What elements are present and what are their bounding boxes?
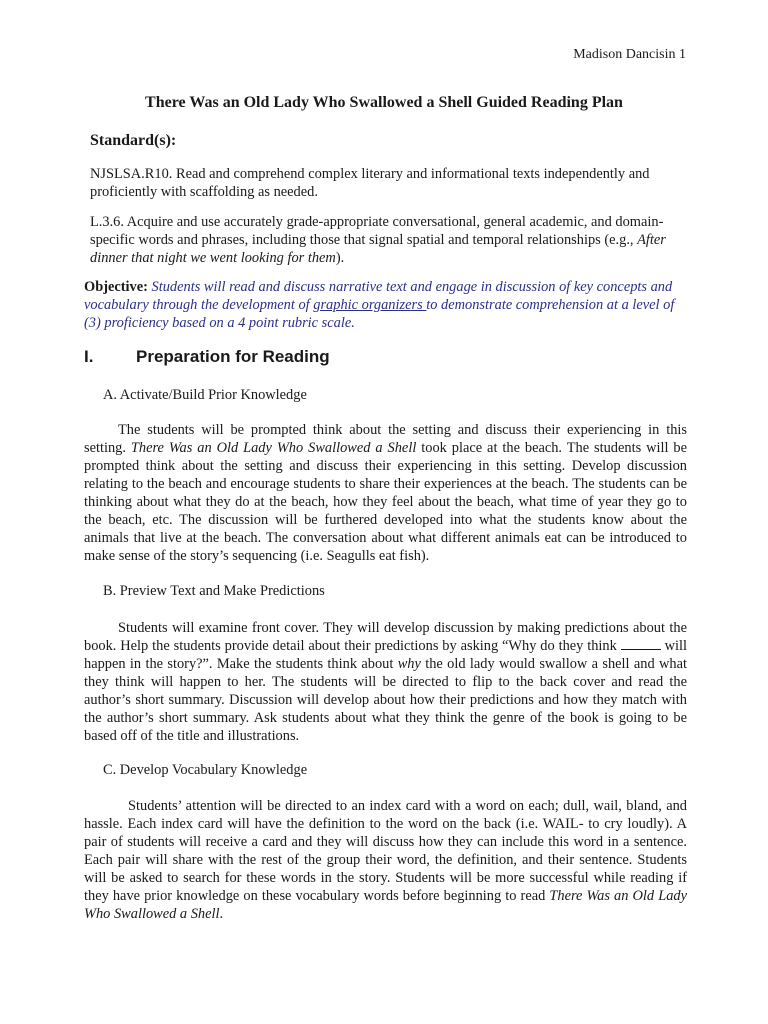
subheading-a: A. Activate/Build Prior Knowledge [103,387,307,403]
fill-in-blank [621,637,661,650]
standard-r10: NJSLSA.R10. Read and comprehend complex literary and informational texts independently and proficiently with scaffolding as needed. [90,166,650,200]
paragraph-c-end: . [219,906,224,922]
paragraph-c-book-title: There Was an Old Lady Who Swallowed a Shell [84,888,687,922]
page-header: Madison Dancisin 1 [573,47,686,62]
subheading-c: C. Develop Vocabulary Knowledge [103,762,308,778]
paragraph-b [84,619,687,745]
objective-text-b: to demonstrate comprehension at a level of (3) proficiency based on a 4 point rubric scale. [84,297,675,331]
paragraph-a-book-title: There Was an Old Lady Who Swallowed a Shell [130,440,417,456]
paragraph-b-text-1: Students will examine front cover. They will develop discussion by making predictions about the book. Help the students provide detail about their predictions by asking “Why do they think [84,620,687,654]
document-title: There Was an Old Lady Who Swallowed a Shell Guided Reading Plan [145,94,623,111]
paragraph-a-text-2: took place at the beach. The students will be prompted think about the setting and discuss their experiencing in this setting. Develop discussion relating to the beach and encourage students to share their experiences at the beach. The students can be thinking about what they do at the beach, how they feel about the beach, what time of year they go to the beach, etc. The discussion will be furthered developed into what the students know about the animals that live at the beach. The conversation about what different animals eat can be introduced to make sense of the story’s sequencing (i.e. Seagulls eat fish). [84,440,688,564]
paragraph-a-text-1: The students will be prompted think about the setting and discuss their experiencing in this setting. [84,422,687,456]
paragraph-c [84,797,687,923]
paragraph-a [84,421,687,565]
objective [84,278,694,332]
standards-heading: Standard(s): [90,132,177,149]
objective-text-a: Students will read and discuss narrative text and engage in discussion of key concepts and vocabulary through the development of [84,279,673,313]
paragraph-c-text: Students’ attention will be directed to an index card with a word on each; dull, wail, bland, and hassle. Each index card will have the definition to the word on the back (i.e. WAIL- to cry loudly). A pair of students will receive a card and they will discuss how they can include this word in a sentence. Each pair will share with the rest of the group their word, the definition, and their sentence. Students will be asked to search for these words in the story. Students will be more successful while reading if they have prior knowledge on these vocabulary words before beginning to read [84,798,687,904]
standard-l36-end: ). [335,250,345,266]
paragraph-b-why: why [397,656,421,672]
section-heading [84,347,330,367]
paragraph-b-text-2: will happen in the story?”. Make the students think about [84,638,687,672]
paragraph-b-text-3: the old lady would swallow a shell and what they think will happen to her. The students will be directed to flip to the back cover and read the author’s short summary. Discussion will develop about how their predictions and how they match with the author’s short summary. Ask students about what they think the genre of the book is going to be based off of the title and illustrations. [84,656,687,744]
objective-label: Objective: [84,279,152,295]
standard-l36-text: L.3.6. Acquire and use accurately grade-appropriate conversational, general academic, and domain-specific words and phrases, including those that signal spatial and temporal relationships (e.g., [90,214,664,248]
subheading-b: B. Preview Text and Make Predictions [103,583,325,599]
standard-l36-example: After dinner that night we went looking for them [90,232,666,266]
objective-text [84,279,674,331]
section-number: I. [84,347,94,366]
standard-l36 [90,213,690,267]
graphic-organizers-link[interactable]: graphic organizers [313,297,427,313]
section-title: Preparation for Reading [136,347,330,366]
